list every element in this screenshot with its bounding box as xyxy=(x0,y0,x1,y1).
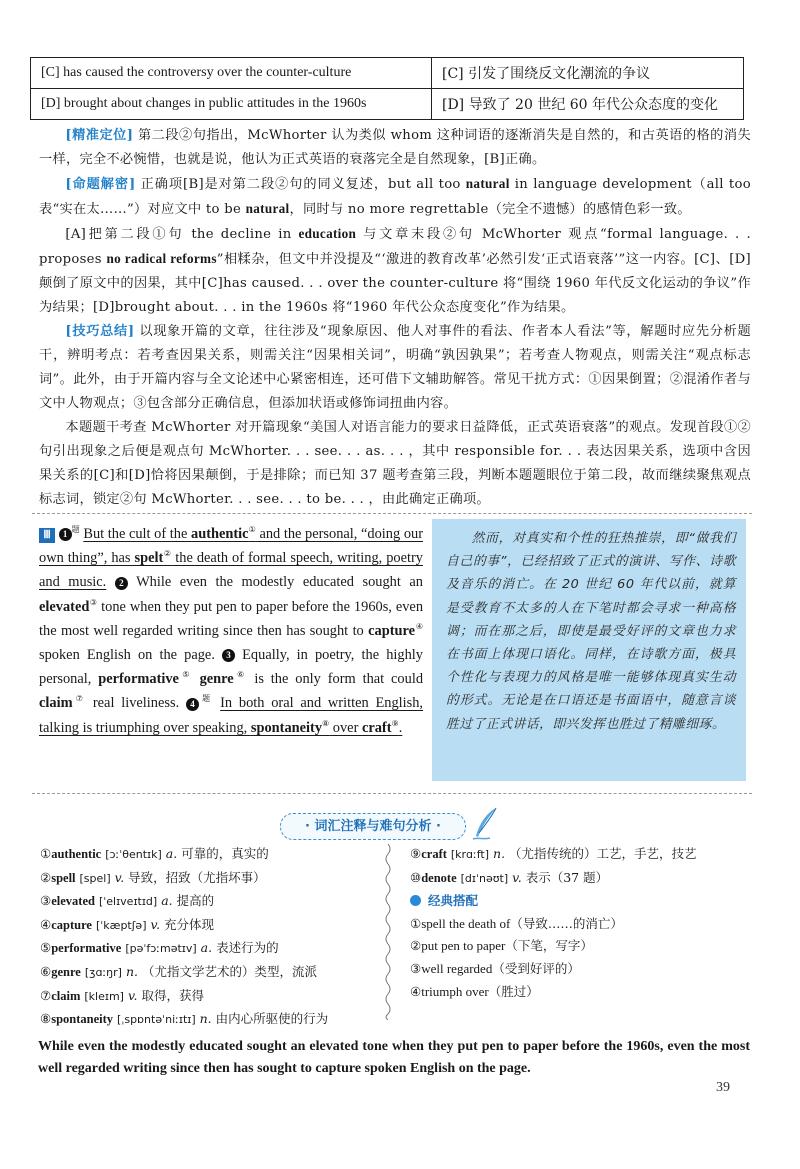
s1-part-a: But the cult of the xyxy=(83,526,191,542)
analysis-distractors xyxy=(39,222,751,320)
vocab-pos: v. xyxy=(127,987,138,1003)
word-spontaneity: spontaneity xyxy=(250,719,323,736)
tag-locate: [精准定位] xyxy=(65,128,134,143)
vocab-pos: a. xyxy=(200,940,213,956)
decode-text-1: 正确项[B]是对第二段②句的同义复述，but all too xyxy=(135,177,466,192)
collocation-heading xyxy=(410,890,697,913)
note-7: ⑦ xyxy=(72,694,87,704)
collocation-title: 经典搭配 xyxy=(428,893,479,909)
colloc-en: triumph over xyxy=(421,983,489,999)
collocation-item xyxy=(410,981,697,1004)
vocab-meaning: 导致，招致（尤指坏事） xyxy=(128,869,266,885)
note-5: ⑤ xyxy=(178,670,193,680)
vocab-phonetic: [ˌspɒntəˈniːɪtɪ] xyxy=(117,1013,196,1027)
vocab-phonetic: [ɔːˈθentɪk] xyxy=(105,848,162,861)
sentence-number-4: 4 xyxy=(186,698,199,711)
colloc-zh: （下笔，写字） xyxy=(505,938,593,954)
colloc-zh: （受到好评的） xyxy=(492,960,580,976)
vocab-meaning: 取得，获得 xyxy=(141,987,205,1003)
vocab-num: ① xyxy=(40,846,52,861)
vocab-num: ④ xyxy=(40,916,52,932)
analysis-decode xyxy=(39,172,751,222)
colloc-num: ① xyxy=(410,915,422,931)
quill-pen-icon xyxy=(470,806,500,842)
p3-text-a: [A]把第二段①句 the decline in xyxy=(65,227,299,242)
column-divider xyxy=(383,844,393,1020)
vocab-item xyxy=(40,890,328,914)
vocab-word: authentic xyxy=(51,847,102,861)
colloc-num: ④ xyxy=(410,983,422,999)
note-2: ② xyxy=(163,549,172,559)
s4-part-c: . xyxy=(398,719,403,736)
word-genre: genre xyxy=(199,671,234,688)
option-c-zh: [C] 引发了围绕反文化潮流的争议 xyxy=(432,58,744,89)
key-sentence-mark-2: 题 xyxy=(198,694,214,704)
note-6: ⑥ xyxy=(233,670,248,680)
vocab-num: ⑩ xyxy=(410,869,422,885)
p3-bold-education: education xyxy=(298,226,357,241)
s3-part-c: real liveliness. xyxy=(86,695,180,712)
collocation-item xyxy=(410,958,697,981)
vocab-phonetic: [kleɪm] xyxy=(84,989,124,1003)
tips-text: 以现象开篇的文章，往往涉及“现象原因、他人对事件的看法、作者本人看法”等，解题时应先分析题干，辨明考点：若考查因果关系，则需关注“因果相关词”，明确“孰因孰果”；若考查人物观点，则需关注“观点标志词”。此外，由于开篇内容与全文论述中心紧密相连，还可借下文辅助解答。常见干扰方式：①因果倒置；②混淆作者与文中人物观点；③包含部分正确信息，但添加状语或修饰词扭曲内容。 xyxy=(39,324,751,411)
vocab-word: craft xyxy=(421,847,447,861)
s3-part-a: Equally, in poetry, the highly personal, xyxy=(39,647,423,688)
vocab-list-right xyxy=(410,843,697,1003)
word-elevated: elevated xyxy=(39,598,90,615)
note-9: ⑨ xyxy=(391,718,399,728)
option-row-c xyxy=(31,58,744,89)
p3-text-b: 与文章末段②句 McWhorter 观点“formal language. . . proposes xyxy=(39,227,751,267)
s2-part-c: spoken English on the page. xyxy=(39,647,215,664)
vocab-pos: n. xyxy=(493,846,506,861)
vocab-phonetic: [pəˈfɔːmətɪv] xyxy=(125,942,197,956)
analysis-tips xyxy=(39,320,751,416)
word-performative: performative xyxy=(98,671,179,688)
vocab-num: ⑤ xyxy=(40,940,52,956)
vocab-pos: a. xyxy=(165,846,178,861)
vocab-item xyxy=(40,937,328,961)
analysis-summary: 本题题干考查 McWhorter 对开篇现象“美国人对语言能力的要求日益降低，正式英语衰落”的观点。发现首段①②句引出现象之后便是观点句 McWhorter. . . see. . . as. . . ，其中 responsible for. . . 表达因果关系，选项中含因果关系的[C]和[D]恰将因果颠倒，于是排除；而已知 37 题考查第三段，判断本题题眼位于第二段，故而继续聚焦观点标志词，锁定②句 McWhorter. . . see. . . to be. . . ，由此确定正确项。 xyxy=(39,420,751,507)
bullet-dot-icon xyxy=(410,895,421,906)
vocab-item xyxy=(40,867,328,891)
vocab-word: performative xyxy=(51,941,122,956)
tag-tips: [技巧总结] xyxy=(65,324,135,339)
translation-box xyxy=(432,519,746,781)
vocab-num: ② xyxy=(40,869,52,885)
vocab-item xyxy=(40,914,328,938)
vocab-item xyxy=(410,867,697,891)
vocab-pos: a. xyxy=(161,893,173,909)
decode-bold-1: natural xyxy=(465,176,510,191)
sentence-number-1: 1 xyxy=(59,528,72,541)
colloc-num: ② xyxy=(410,938,422,954)
s2-part-a: While even the modestly educated sought an xyxy=(136,574,423,591)
option-row-d xyxy=(31,89,744,120)
vocab-item xyxy=(40,843,328,867)
paragraph-roman-numeral: Ⅲ xyxy=(39,528,55,543)
word-capture: capture xyxy=(368,622,416,639)
vocab-section-title: · 词汇注释与难句分析 · xyxy=(280,813,466,840)
note-4: ④ xyxy=(415,622,423,632)
vocab-word: capture xyxy=(51,917,92,932)
vocab-item xyxy=(410,843,697,867)
word-craft: craft xyxy=(361,719,392,736)
vocab-meaning: 表述行为的 xyxy=(216,940,279,956)
s3-part-b: is the only form that could xyxy=(247,671,424,688)
divider-bottom xyxy=(32,793,752,794)
s2-part-b: tone when they put pen to paper before the 1960s, even the most well regarded writing since then has sought to xyxy=(39,598,424,639)
collocation-item xyxy=(410,935,697,958)
colloc-zh: （胜过） xyxy=(488,983,539,999)
page-number: 39 xyxy=(716,1080,730,1095)
divider-top xyxy=(32,513,752,514)
vocab-pos: v. xyxy=(512,869,522,885)
vocab-word: claim xyxy=(51,988,81,1003)
vocab-item xyxy=(40,961,328,985)
word-authentic: authentic xyxy=(191,526,249,542)
vocab-pos: v. xyxy=(114,869,125,885)
vocab-phonetic: [spel] xyxy=(79,871,111,885)
s4-part-b: over xyxy=(329,719,362,736)
vocab-pos: n. xyxy=(199,1011,212,1027)
note-3: ③ xyxy=(89,597,98,607)
locate-text: 第二段②句指出，McWhorter 认为类似 whom 这种词语的逐渐消失是自然的，和古英语的格的消失一样，完全不必惋惜，也就是说，他认为正式英语的衰落完全是自然现象，[B]正确。 xyxy=(39,128,752,167)
vocab-word: elevated xyxy=(51,894,95,909)
vocab-num: ⑥ xyxy=(40,963,52,979)
note-8: ⑧ xyxy=(322,718,330,728)
vocab-phonetic: [ˈkæptʃə] xyxy=(95,918,147,932)
vocab-num: ⑦ xyxy=(40,987,52,1003)
p3-text-c: ”相糅杂，但文中并没提及“‘激进的教育改革’必然引发‘正式语衰落’”这一内容。[C]、[D]颠倒了原文中的因果，其中[C]has caused. . . over the counter-culture 将“围绕 1960 年代反文化运动的争议”作为结果；[D]brought about. . . in the 1960s 将“1960 年代公众态度变化”作为结果。 xyxy=(39,252,751,315)
vocab-meaning: 提高的 xyxy=(176,893,215,909)
note-1: ① xyxy=(248,525,256,535)
vocab-pos: n. xyxy=(125,963,138,979)
analysis-section xyxy=(39,124,751,512)
vocab-item xyxy=(40,985,328,1009)
vocab-word: genre xyxy=(51,964,81,979)
options-table xyxy=(30,57,744,120)
translation-text: 然而，对真实和个性的狂热推崇，即“做我们自己的事”，已经招致了正式的演讲、写作、诗歌及音乐的消亡。在 20 世纪 60 年代以前，就算是受教育不太多的人在下笔时都会寻求一种高格调；而在那之后，即使是最受好评的文章也力求在书面上体现口语化。同样，在诗歌方面，极具个性化与表现力的风格是唯一能够体现真实生动的形式。无论是在口语还是书面语中，随意言谈胜过了正式讲话，即兴发挥也胜过了精雕细琢。 xyxy=(446,531,736,732)
vocab-meaning: 表示（37 题） xyxy=(525,869,609,885)
vocab-list-left xyxy=(40,843,328,1032)
colloc-en: spell the death of xyxy=(421,915,511,931)
s1-part-b: and the personal, “doing our own thing”, has xyxy=(39,526,424,567)
passage-paragraph xyxy=(39,522,423,740)
vocab-word: spontaneity xyxy=(51,1012,114,1027)
decode-text-2: in language development（all too 表“实在太……”）对应文中 to be xyxy=(39,177,751,217)
vocab-meaning: 可靠的，真实的 xyxy=(181,846,269,861)
tag-decode: [命题解密] xyxy=(65,177,136,192)
vocab-meaning: 由内心所驱使的行为 xyxy=(215,1011,329,1027)
vocab-phonetic: [ʒɑːŋr] xyxy=(84,965,122,979)
option-d-en: [D] brought about changes in public attitudes in the 1960s xyxy=(31,89,432,120)
vocab-num: ③ xyxy=(40,893,52,909)
key-sentence-mark: 题 xyxy=(71,525,80,535)
word-claim: claim xyxy=(39,695,73,712)
vocab-num: ⑨ xyxy=(410,846,422,861)
decode-text-3: ，同时与 no more regrettable（完全不遗憾）的感情色彩一致。 xyxy=(289,202,691,217)
vocab-meaning: 充分体现 xyxy=(164,916,215,932)
decode-bold-2: natural xyxy=(245,201,290,216)
colloc-en: well regarded xyxy=(421,960,493,976)
vocab-meaning: （尤指文学艺术的）类型，流派 xyxy=(141,963,317,979)
s4-part-a: In both oral and written English, talking is triumphing over speaking, xyxy=(39,695,424,736)
difficult-sentence: While even the modestly educated sought an elevated tone when they put pen to paper before the 1960s, even the most well regarded writing since then has sought to capture spoken English on the page. xyxy=(38,1039,750,1076)
s1-part-c: the death of formal speech, writing, poetry and music. xyxy=(39,550,423,591)
vocab-meaning: （尤指传统的）工艺，手艺，技艺 xyxy=(509,846,697,861)
vocab-item xyxy=(40,1008,328,1032)
vocab-word: spell xyxy=(51,870,76,885)
vocab-phonetic: [krɑːft] xyxy=(450,848,490,861)
sentence-number-3: 3 xyxy=(222,649,235,662)
vocab-num: ⑧ xyxy=(40,1011,52,1027)
colloc-en: put pen to paper xyxy=(421,938,506,954)
option-c-en: [C] has caused the controversy over the counter-culture xyxy=(31,58,432,89)
analysis-locate xyxy=(39,124,751,172)
vocab-pos: v. xyxy=(150,916,161,932)
collocation-item xyxy=(410,913,697,936)
vocab-phonetic: [ˈelɪveɪtɪd] xyxy=(98,895,158,909)
colloc-num: ③ xyxy=(410,960,422,976)
vocab-phonetic: [dɪˈnəʊt] xyxy=(460,871,509,885)
option-d-zh: [D] 导致了 20 世纪 60 年代公众态度的变化 xyxy=(432,89,744,120)
sentence-number-2: 2 xyxy=(115,577,128,590)
p3-bold-reforms: no radical reforms xyxy=(106,251,217,266)
colloc-zh: （导致……的消亡） xyxy=(510,915,623,931)
word-spelt: spelt xyxy=(134,550,164,567)
vocab-word: denote xyxy=(421,870,457,885)
